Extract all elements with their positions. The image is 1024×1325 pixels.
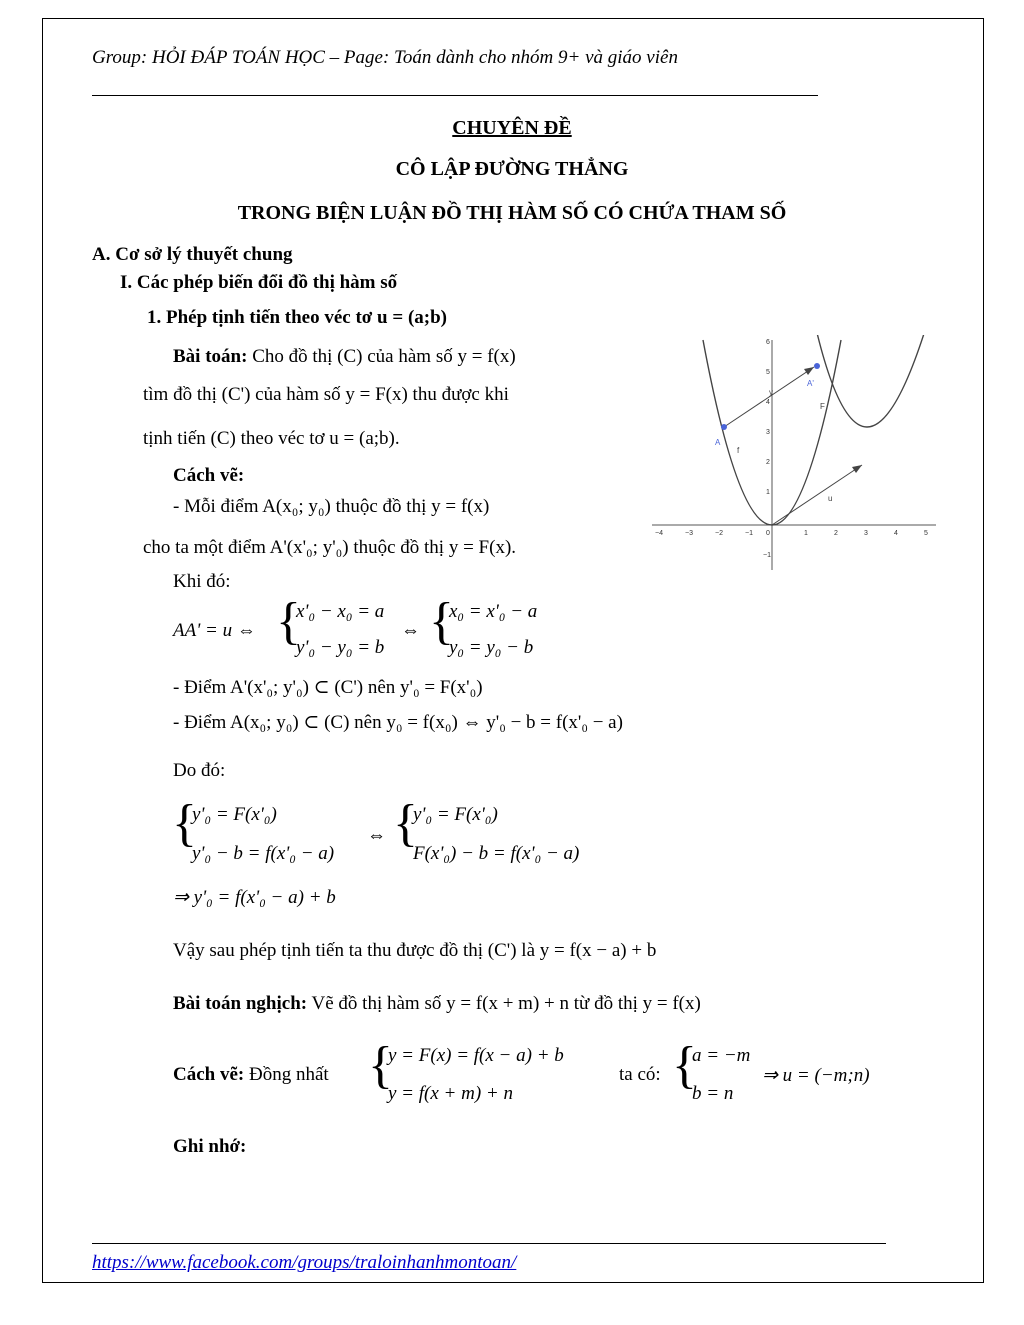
brace-1: { bbox=[276, 593, 301, 650]
problem-line-3: tịnh tiến (C) theo véc tơ u = (a;b). bbox=[143, 428, 400, 449]
problem-label: Bài toán: bbox=[173, 346, 248, 367]
section-1: 1. Phép tịnh tiến theo véc tơ u = (a;b) bbox=[147, 307, 448, 328]
method-label: Cách vẽ: bbox=[173, 465, 245, 486]
label-A: A bbox=[715, 438, 721, 447]
method2-result: ⇒ u = (−m;n) bbox=[762, 1065, 870, 1086]
method2-mid: ta có: bbox=[619, 1064, 661, 1085]
sys3-a: y'₀ = F(x'₀) bbox=[192, 804, 277, 825]
y-tick-label: 3 bbox=[766, 429, 770, 436]
translation-graph bbox=[652, 335, 942, 575]
curve-F bbox=[809, 335, 935, 427]
title-line-2: TRONG BIỆN LUẬN ĐỒ THỊ HÀM SỐ CÓ CHỨA THAM SỐ bbox=[237, 202, 787, 224]
x-tick-label: 3 bbox=[864, 530, 868, 537]
method2-text: Đồng nhất bbox=[248, 1064, 329, 1085]
sys5-a: y = F(x) = f(x − a) + b bbox=[388, 1045, 564, 1066]
implies-line: ⇒ y'₀ = f(x'₀ − a) + b bbox=[173, 887, 336, 908]
sys1-a: x'₀ − x₀ = a bbox=[296, 601, 385, 622]
method2-label: Cách vẽ: bbox=[173, 1064, 245, 1085]
x-tick-label: 4 bbox=[894, 530, 898, 537]
x-tick-label: −4 bbox=[655, 530, 663, 537]
section-a: A. Cơ sở lý thuyết chung bbox=[92, 244, 293, 265]
problem-text-1: Cho đồ thị (C) của hàm số y = f(x) bbox=[252, 346, 516, 367]
vector-u-head bbox=[852, 465, 862, 473]
sys6-b: b = n bbox=[692, 1083, 734, 1104]
label-f: f bbox=[737, 446, 740, 455]
method2-line bbox=[173, 1064, 329, 1086]
header-text: Group: HỎI ĐÁP TOÁN HỌC – Page: Toán dành cho nhóm 9+ và giáo viên bbox=[92, 47, 678, 68]
inverse-text: Vẽ đồ thị hàm số y = f(x + m) + n từ đồ thị y = f(x) bbox=[311, 993, 701, 1014]
x-tick-label: 5 bbox=[924, 530, 928, 537]
inverse-label: Bài toán nghịch: bbox=[173, 993, 308, 1014]
sys1-b: y'₀ − y₀ = b bbox=[296, 637, 385, 658]
then-text: Khi đó: bbox=[173, 571, 231, 592]
sys2-b: y₀ = y₀ − b bbox=[449, 637, 534, 658]
brace-2: { bbox=[429, 593, 454, 650]
y-tick-label: 5 bbox=[766, 369, 770, 376]
vector-AA-head bbox=[804, 367, 814, 375]
sys4-b: F(x'₀) − b = f(x'₀ − a) bbox=[413, 843, 580, 864]
vector-u bbox=[772, 465, 862, 525]
label-u: u bbox=[828, 494, 833, 503]
label-y: y bbox=[769, 388, 773, 397]
y-tick-label: 2 bbox=[766, 459, 770, 466]
x-tick-label: −1 bbox=[745, 530, 753, 537]
sys2-a: x₀ = x'₀ − a bbox=[449, 601, 538, 622]
method-bullet-2: - Điểm A'(x'₀; y'₀) ⊂ (C') nên y'₀ = F(x'₀) bbox=[173, 677, 483, 698]
x-tick-label: −2 bbox=[715, 530, 723, 537]
topic-title: CHUYÊN ĐỀ bbox=[452, 117, 572, 139]
header-rule bbox=[92, 95, 818, 96]
title-line-1: CÔ LẬP ĐƯỜNG THẲNG bbox=[395, 158, 629, 180]
vector-eq: AA' = u ⇔ bbox=[173, 620, 256, 641]
footer-link[interactable]: https://www.facebook.com/groups/traloinhanhmontoan/ bbox=[92, 1252, 517, 1273]
sys3-b: y'₀ − b = f(x'₀ − a) bbox=[192, 843, 335, 864]
note-label: Ghi nhớ: bbox=[173, 1136, 247, 1157]
brace-6: { bbox=[672, 1037, 697, 1094]
method-bullet-1: - Mỗi điểm A(x₀; y₀) thuộc đồ thị y = f(x) bbox=[173, 496, 490, 517]
conclusion-line: Vậy sau phép tịnh tiến ta thu được đồ thị (C') là y = f(x − a) + b bbox=[173, 940, 657, 961]
equiv-arrow-1: ⇔ bbox=[401, 620, 420, 641]
y-tick-label: 6 bbox=[766, 339, 770, 346]
y-tick-label: 1 bbox=[766, 489, 770, 496]
sys4-a: y'₀ = F(x'₀) bbox=[413, 804, 498, 825]
sys5-b: y = f(x + m) + n bbox=[388, 1083, 513, 1104]
brace-4: { bbox=[393, 795, 418, 852]
x-tick-label: −3 bbox=[685, 530, 693, 537]
section-i: I. Các phép biến đổi đồ thị hàm số bbox=[120, 272, 398, 293]
brace-5: { bbox=[368, 1037, 393, 1094]
method-bullet-3: - Điểm A(x₀; y₀) ⊂ (C) nên y₀ = f(x₀) ⇔ y'₀ − b = f(x'₀ − a) bbox=[173, 712, 623, 733]
label-F: F bbox=[820, 402, 825, 411]
x-tick-label: 1 bbox=[804, 530, 808, 537]
footer-rule bbox=[92, 1243, 886, 1244]
y-tick-label: −1 bbox=[763, 552, 771, 559]
problem-line-1 bbox=[173, 346, 516, 368]
sys6-a: a = −m bbox=[692, 1045, 751, 1066]
method-bullet-1b: cho ta một điểm A'(x'₀; y'₀) thuộc đồ thị y = F(x). bbox=[143, 537, 517, 558]
point-A bbox=[721, 424, 727, 430]
x-tick-label: 2 bbox=[834, 530, 838, 537]
point-A-prime bbox=[814, 363, 820, 369]
y-tick-label: 4 bbox=[766, 399, 770, 406]
label-A-prime: A' bbox=[807, 379, 814, 388]
therefore-text: Do đó: bbox=[173, 760, 226, 781]
problem-line-2: tìm đồ thị (C') của hàm số y = F(x) thu được khi bbox=[143, 384, 509, 405]
brace-3: { bbox=[172, 795, 197, 852]
inverse-problem bbox=[173, 993, 701, 1015]
vector-AA bbox=[724, 367, 814, 427]
equiv-arrow-2: ⇔ bbox=[367, 825, 386, 846]
x-tick-label: 0 bbox=[766, 530, 770, 537]
